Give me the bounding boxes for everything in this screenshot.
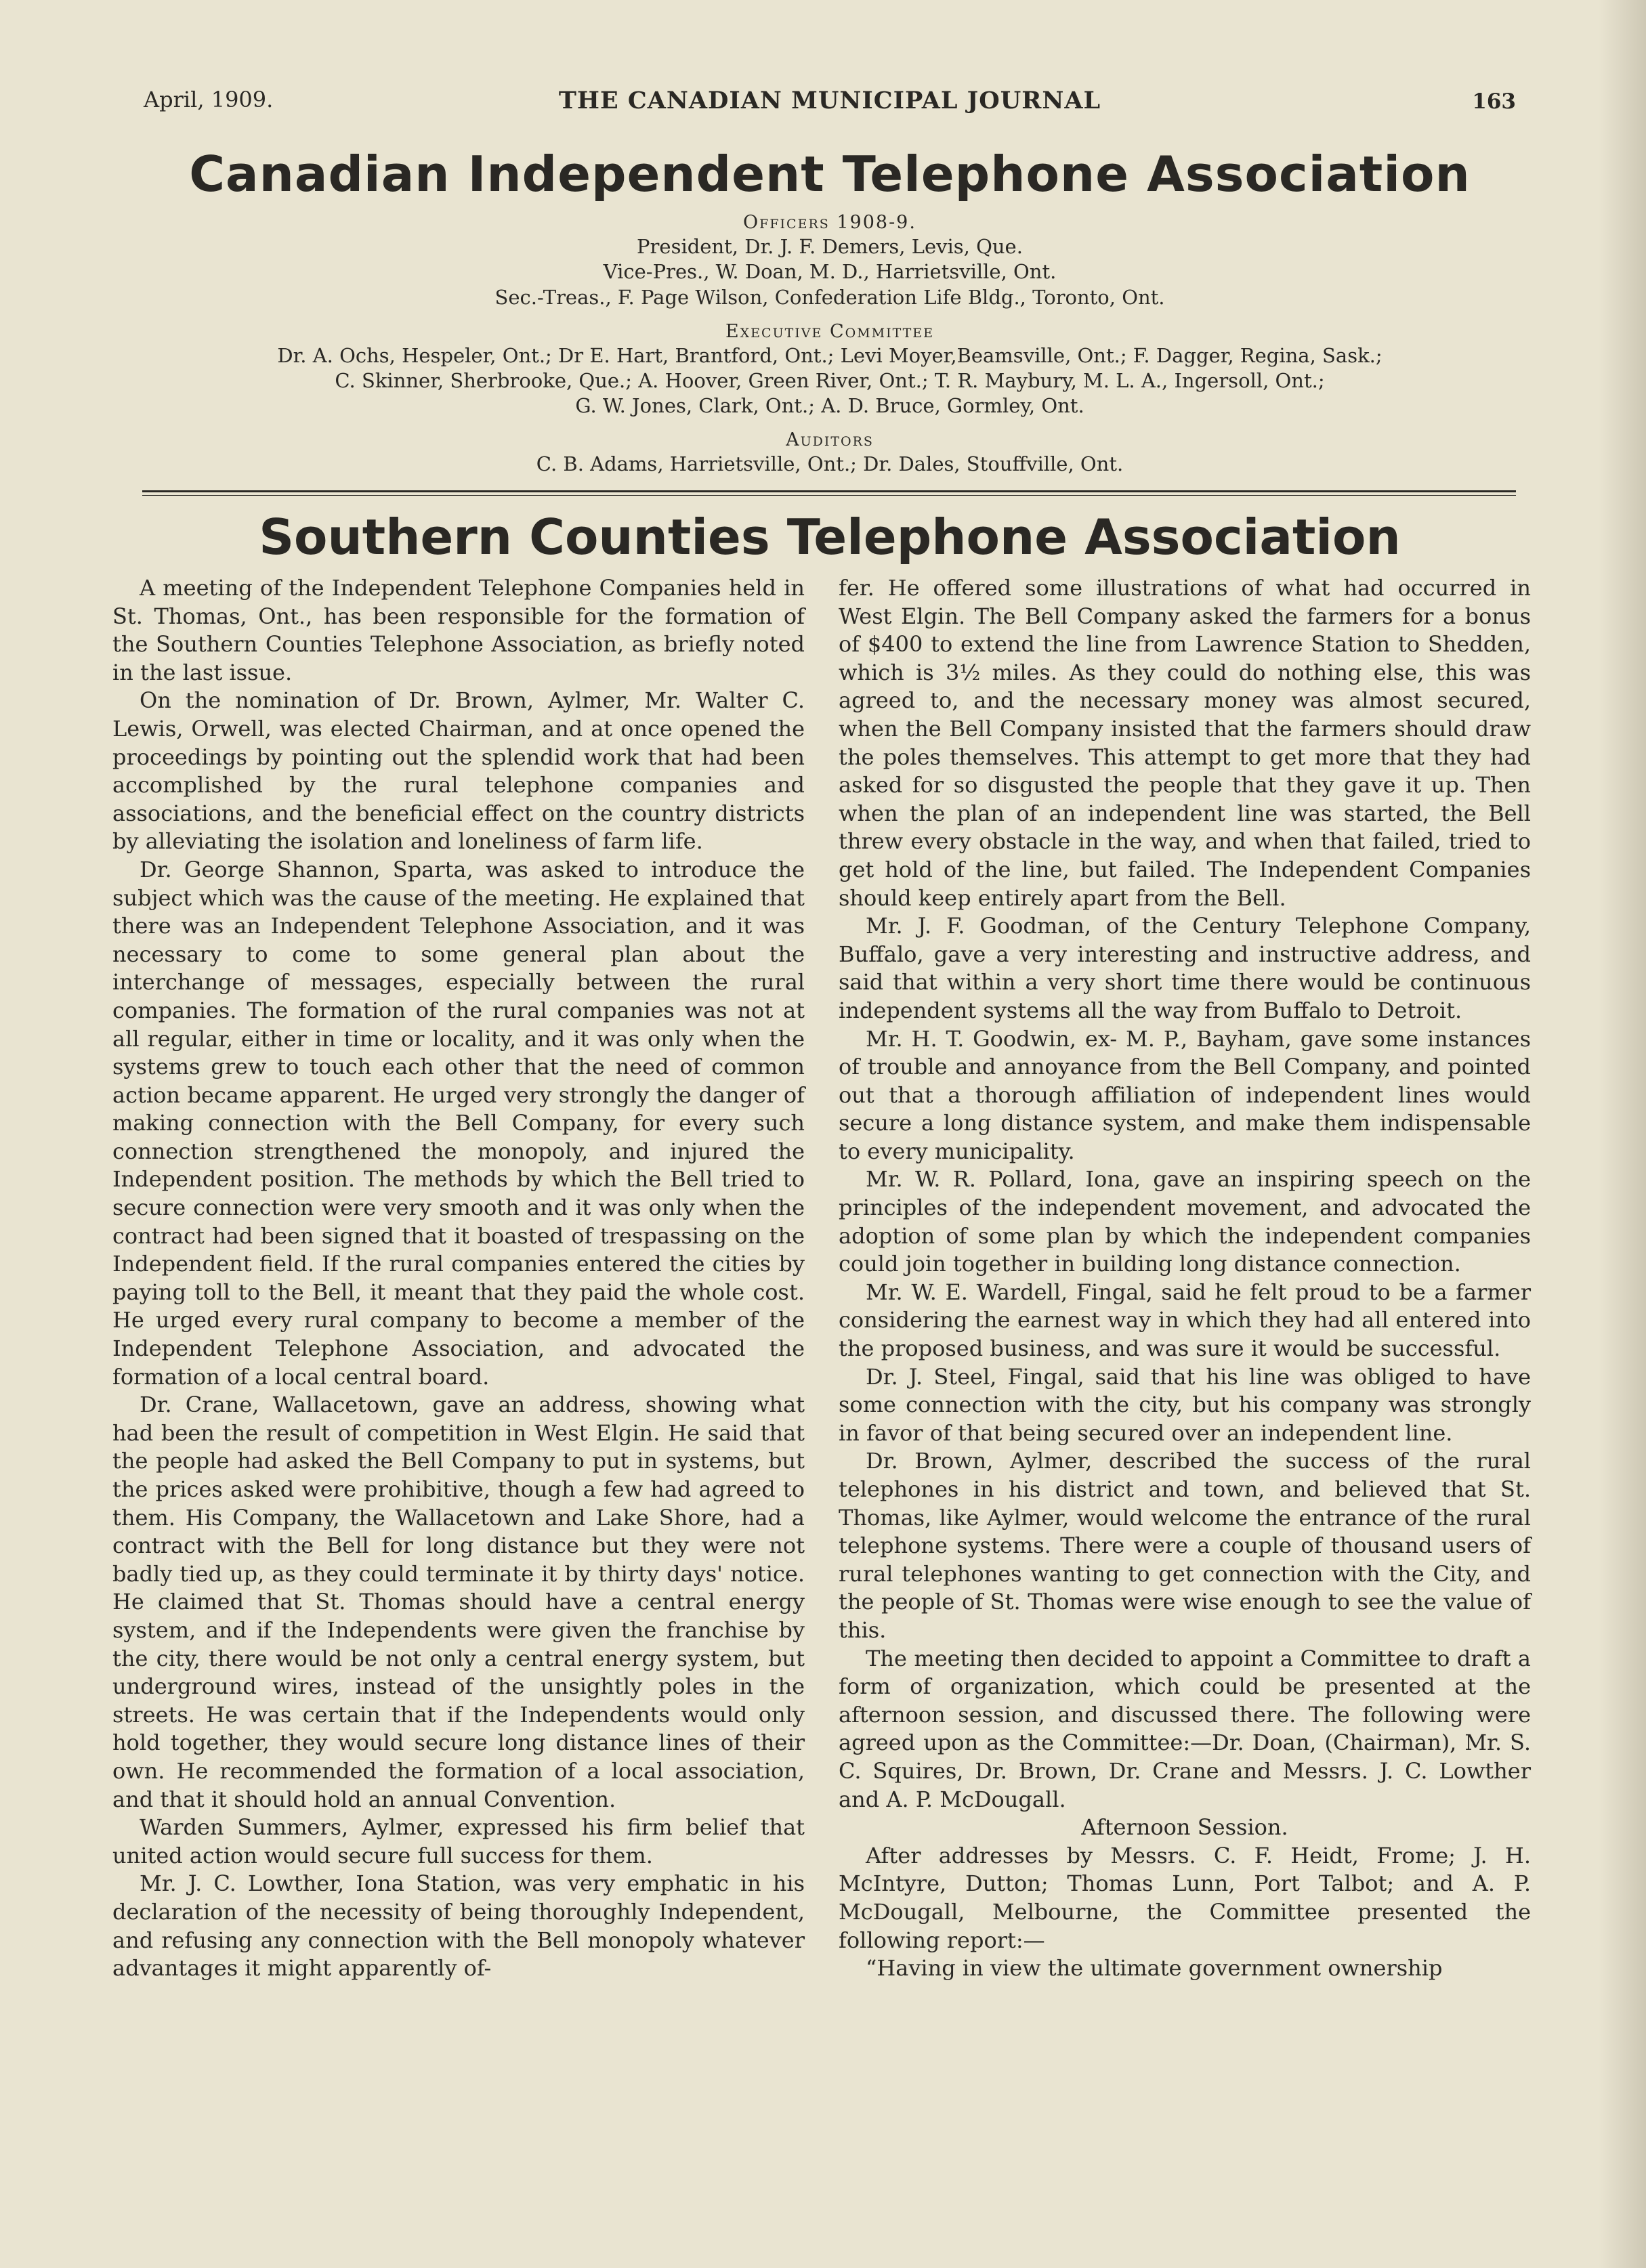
page-number: 163 <box>1472 89 1516 114</box>
article-column-right <box>839 574 1531 1983</box>
paragraph: The meeting then decided to appoint a Committee to draft a form of organization, which could be presented at the afternoon session, and discussed there. The following were agreed upon as the Committee:—Dr. Doan, (Chairman), Mr. S. C. Squires, Dr. Brown, Dr. Crane and Messrs. J. C. Lowther and A. P. McDougall. <box>839 1645 1531 1812</box>
paragraph: Dr. J. Steel, Fingal, said that his line was obliged to have some connection with the city, but his company was strongly in favor of that being secured over an independent line. <box>839 1363 1531 1446</box>
running-head <box>144 80 1516 121</box>
association-title: Canadian Independent Telephone Association <box>189 146 1471 202</box>
officer-line: Sec.-Treas., F. Page Wilson, Confederation Life Bldg., Toronto, Ont. <box>494 285 1165 309</box>
executive-line: G. W. Jones, Clark, Ont.; A. D. Bruce, Gormley, Ont. <box>575 393 1084 417</box>
paragraph: Dr. Crane, Wallacetown, gave an address, showing what had been the result of competition in West Elgin. He said that the people had asked the Bell Company to put in systems, but the prices asked were prohibitive, though a few had agreed to them. His Company, the Wallacetown and Lake Shore, had a contract with the Bell for long distance but they were not badly tied up, as they could terminate it by thirty days' notice. He claimed that St. Thomas should have a central energy system, and if the Independents were given the franchise by the city, there would be not only a central energy system, but underground wires, instead of the unsightly poles in the streets. He was certain that if the Independents would only hold together, they would secure long distance lines of their own. He recommended the formation of a local association, and that it should hold an annual Convention. <box>112 1392 805 1812</box>
journal-name: THE CANADIAN MUNICIPAL JOURNAL <box>558 87 1101 114</box>
paragraph: A meeting of the Independent Telephone Companies held in St. Thomas, Ont., has been responsible for the formation of the Southern Counties Telephone Association, as briefly noted in the last issue. <box>112 575 805 685</box>
paragraph: Warden Summers, Aylmer, expressed his firm belief that united action would secure full success for them. <box>112 1814 805 1868</box>
page-edge-shadow <box>1599 0 1646 2268</box>
paragraph: Mr. W. R. Pollard, Iona, gave an inspiring speech on the principles of the independent movement, and advocated the adoption of some plan by which the independent companies could join together in building long distance connection. <box>839 1166 1531 1277</box>
issue-date: April, 1909. <box>144 87 274 112</box>
officers-heading: Officers 1908-9. <box>743 212 916 234</box>
paragraph: Mr. W. E. Wardell, Fingal, said he felt proud to be a farmer considering the earnest way in which they had all entered into the proposed business, and was sure it would be successful. <box>839 1279 1531 1362</box>
executive-heading: Executive Committee <box>725 320 935 342</box>
officer-line: President, Dr. J. F. Demers, Levis, Que. <box>637 235 1023 259</box>
article-column-left <box>112 574 805 1983</box>
paragraph: After addresses by Messrs. C. F. Heidt, Frome; J. H. McIntyre, Dutton; Thomas Lunn, Port Talbot; and A. P. McDougall, Melbourne, the Committee presented the following report:— <box>839 1842 1531 1953</box>
paragraph: Mr. H. T. Goodwin, ex- M. P., Bayham, gave some instances of trouble and annoyance from the Bell Company, and pointed out that a thorough affiliation of independent lines would secure a long distance system, and make them indispensable to every municipality. <box>839 1025 1531 1164</box>
paragraph: Mr. J. C. Lowther, Iona Station, was very emphatic in his declaration of the necessity of being thoroughly Independent, and refusing any connection with the Bell monopoly whatever advantages it might apparently of- <box>112 1870 805 1982</box>
paragraph-continuation: fer. He offered some illustrations of what had occurred in West Elgin. The Bell Company asked the farmers for a bonus of $400 to extend the line from Lawrence Station to Shedden, which is 3½ miles. As they could do nothing else, this was agreed to, and the necessary money was almost secured, when the Bell Company insisted that the farmers should draw the poles themselves. This attempt to get more that they had asked for so disgusted the people that they gave it up. Then when the plan of an independent line was started, the Bell threw every obstacle in the way, and when that failed, tried to get hold of the line, but failed. The Independent Companies should keep entirely apart from the Bell. <box>839 575 1531 911</box>
divider-rule-thick <box>142 490 1516 492</box>
auditors-heading: Auditors <box>786 429 874 451</box>
officer-line: Vice-Pres., W. Doan, M. D., Harrietsville, Ont. <box>603 260 1057 284</box>
paragraph: Mr. J. F. Goodman, of the Century Telephone Company, Buffalo, gave a very interesting and instructive address, and said that within a very short time there would be continuous independent systems all the way from Buffalo to Detroit. <box>839 913 1531 1023</box>
executive-line: Dr. A. Ochs, Hespeler, Ont.; Dr E. Hart, Brantford, Ont.; Levi Moyer,Beamsville, Ont.; F. Dagger, Regina, Sask.; <box>277 343 1383 367</box>
auditors-line: C. B. Adams, Harrietsville, Ont.; Dr. Dales, Stouffville, Ont. <box>536 452 1124 476</box>
paragraph: Dr. Brown, Aylmer, described the success of the rural telephones in his district and town, and believed that St. Thomas, like Aylmer, would welcome the entrance of the rural telephone systems. There were a couple of thousand users of rural telephones wanting to get connection with the City, and the people of St. Thomas were wise enough to see the value of this. <box>839 1448 1531 1643</box>
association-masthead <box>144 148 1516 477</box>
article-title: Southern Counties Telephone Association <box>259 509 1401 565</box>
executive-line: C. Skinner, Sherbrooke, Que.; A. Hoover, Green River, Ont.; T. R. Maybury, M. L. A., Ingersoll, Ont.; <box>335 368 1325 392</box>
paragraph: “Having in view the ultimate government ownership <box>866 1955 1443 1982</box>
paragraph: On the nomination of Dr. Brown, Aylmer, Mr. Walter C. Lewis, Orwell, was elected Chairman, and at once opened the proceedings by pointing out the splendid work that had been accomplished by the rural telephone companies and associations, and the beneficial effect on the country districts by alleviating the isolation and loneliness of farm life. <box>112 687 805 855</box>
session-heading: Afternoon Session. <box>1081 1814 1288 1841</box>
paragraph: Dr. George Shannon, Sparta, was asked to introduce the subject which was the cause of the meeting. He explained that there was an Independent Telephone Association, and it was necessary to come to some general plan about the interchange of messages, especially between the rural companies. The formation of the rural companies was not at all regular, either in time or locality, and it was only when the systems grew to touch each other that the need of common action became apparent. He urged very strongly the danger of making connection with the Bell Company, for every such connection strengthened the monopoly, and injured the Independent position. The methods by which the Bell tried to secure connection were very smooth and it was only when the contract had been signed that it boasted of trespassing on the Independent field. If the rural companies entered the cities by paying toll to the Bell, it meant that they paid the whole cost. He urged every rural company to become a member of the Independent Telephone Association, and advocated the formation of a local central board. <box>112 856 805 1390</box>
divider-rule-thin <box>142 495 1516 496</box>
